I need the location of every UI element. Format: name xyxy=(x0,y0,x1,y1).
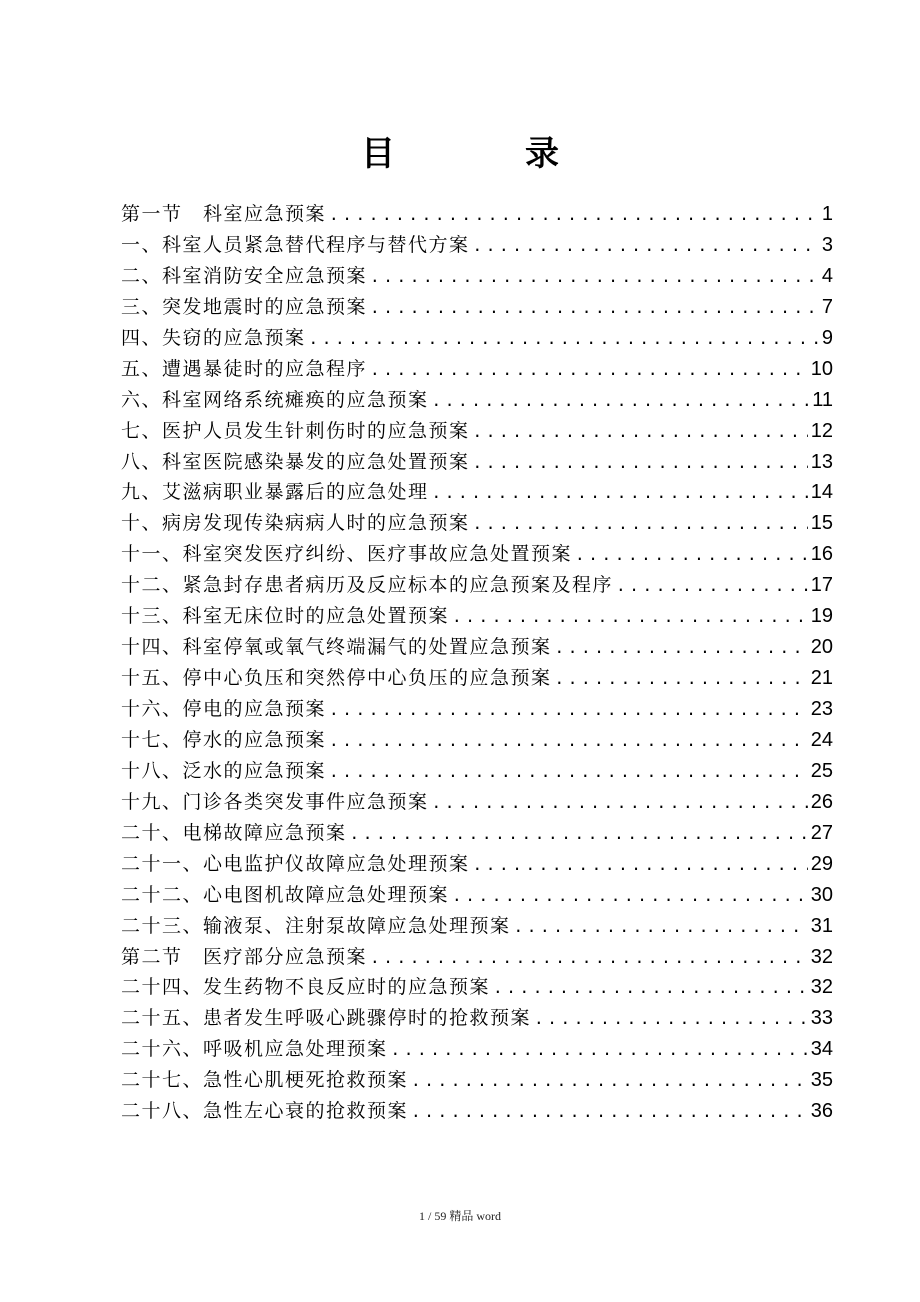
toc-entry-page-number: 13 xyxy=(810,450,833,473)
toc-entry-page-number: 16 xyxy=(810,543,833,566)
toc-dot-leader xyxy=(432,478,808,509)
toc-entry-page-number: 23 xyxy=(810,698,833,720)
toc-entry-page-number: 20 xyxy=(810,636,833,659)
toc-entry[interactable] xyxy=(121,354,833,385)
toc-entry-label: 十三、科室无床位时的应急处置预案 xyxy=(121,605,450,628)
toc-entry[interactable] xyxy=(121,632,833,663)
toc-dot-leader xyxy=(329,726,808,757)
toc-entry-label: 十、病房发现传染病病人时的应急预案 xyxy=(121,512,470,535)
toc-entry-page-number: 33 xyxy=(810,1007,833,1030)
toc-entry-page-number: 26 xyxy=(810,790,833,813)
toc-entry-label: 八、科室医院感染暴发的应急处置预案 xyxy=(121,450,470,473)
page-title: 目 录 xyxy=(361,134,607,174)
toc-entry[interactable] xyxy=(121,818,833,849)
toc-entry[interactable] xyxy=(121,447,833,478)
toc-entry[interactable] xyxy=(121,880,833,911)
toc-entry[interactable] xyxy=(121,199,833,230)
toc-entry[interactable] xyxy=(121,849,833,880)
toc-entry-page-number: 29 xyxy=(810,852,833,875)
toc-dot-leader xyxy=(411,1066,808,1097)
toc-entry-page-number: 34 xyxy=(810,1038,833,1061)
toc-dot-leader xyxy=(473,231,819,262)
toc-entry-label: 二十一、心电监护仪故障应急处理预案 xyxy=(121,852,470,875)
toc-entry-label: 十四、科室停氧或氧气终端漏气的处置应急预案 xyxy=(121,636,552,659)
toc-entry[interactable] xyxy=(121,911,833,942)
table-of-contents xyxy=(121,199,833,1127)
toc-entry-page-number: 21 xyxy=(810,667,833,690)
toc-dot-leader xyxy=(432,386,810,417)
toc-entry-label: 六、科室网络系统瘫痪的应急预案 xyxy=(121,388,429,411)
toc-entry[interactable] xyxy=(121,416,833,447)
toc-dot-leader xyxy=(534,1004,808,1035)
toc-entry[interactable] xyxy=(121,972,833,1003)
toc-dot-leader xyxy=(555,664,808,695)
toc-entry-label: 十六、停电的应急预案 xyxy=(121,698,327,720)
toc-entry-page-number: 11 xyxy=(812,388,833,411)
toc-entry[interactable] xyxy=(121,601,833,632)
toc-entry[interactable] xyxy=(121,1034,833,1065)
toc-entry-page-number: 31 xyxy=(810,914,833,937)
toc-entry-page-number: 30 xyxy=(810,883,833,906)
toc-entry-label: 二、科室消防安全应急预案 xyxy=(121,264,368,287)
toc-dot-leader xyxy=(329,200,819,231)
toc-dot-leader xyxy=(473,509,808,540)
toc-entry-label: 四、失窃的应急预案 xyxy=(121,326,306,349)
toc-entry-label: 一、科室人员紧急替代程序与替代方案 xyxy=(121,233,470,256)
toc-entry-label: 第一节 科室应急预案 xyxy=(121,203,327,225)
toc-entry-page-number: 1 xyxy=(821,203,833,225)
toc-entry[interactable] xyxy=(121,756,833,787)
toc-entry[interactable] xyxy=(121,787,833,818)
toc-entry-label: 十八、泛水的应急预案 xyxy=(121,759,327,782)
toc-entry-label: 二十七、急性心肌梗死抢救预案 xyxy=(121,1069,409,1092)
toc-entry-page-number: 7 xyxy=(821,295,833,318)
toc-entry-label: 二十、电梯故障应急预案 xyxy=(121,821,347,844)
toc-dot-leader xyxy=(329,695,808,726)
toc-dot-leader xyxy=(411,1097,808,1128)
toc-entry-label: 二十二、心电图机故障应急处理预案 xyxy=(121,883,450,906)
toc-entry-page-number: 14 xyxy=(810,481,833,504)
toc-entry-label: 二十六、呼吸机应急处理预案 xyxy=(121,1038,388,1061)
toc-entry-page-number: 32 xyxy=(810,976,833,999)
toc-entry-label: 三、突发地震时的应急预案 xyxy=(121,295,368,318)
toc-entry-page-number: 9 xyxy=(821,326,833,349)
toc-entry-label: 十九、门诊各类突发事件应急预案 xyxy=(121,790,429,813)
toc-entry-page-number: 32 xyxy=(810,945,833,968)
toc-dot-leader xyxy=(452,602,808,633)
page-footer: 1 / 59 精品 word xyxy=(419,1209,501,1223)
toc-entry[interactable] xyxy=(121,725,833,756)
toc-dot-leader xyxy=(391,1035,808,1066)
toc-dot-leader xyxy=(555,633,808,664)
toc-dot-leader xyxy=(575,540,808,571)
toc-entry[interactable] xyxy=(121,323,833,354)
toc-entry-page-number: 24 xyxy=(810,728,833,751)
toc-entry[interactable] xyxy=(121,1003,833,1034)
toc-entry-label: 十七、停水的应急预案 xyxy=(121,728,327,751)
toc-dot-leader xyxy=(452,881,808,912)
toc-entry[interactable] xyxy=(121,292,833,323)
toc-entry-page-number: 12 xyxy=(810,419,833,442)
toc-dot-leader xyxy=(514,912,808,943)
toc-entry[interactable] xyxy=(121,539,833,570)
toc-dot-leader xyxy=(370,262,819,293)
toc-entry-label: 七、医护人员发生针刺伤时的应急预案 xyxy=(121,419,470,442)
toc-entry-label: 第二节 医疗部分应急预案 xyxy=(121,945,368,968)
toc-entry-page-number: 27 xyxy=(810,821,833,844)
toc-entry[interactable] xyxy=(121,477,833,508)
toc-dot-leader xyxy=(473,417,808,448)
toc-entry-label: 十一、科室突发医疗纠纷、医疗事故应急处置预案 xyxy=(121,543,573,566)
toc-dot-leader xyxy=(432,788,808,819)
toc-entry[interactable] xyxy=(121,1096,833,1127)
toc-entry-page-number: 15 xyxy=(810,512,833,535)
toc-dot-leader xyxy=(370,293,819,324)
toc-entry[interactable] xyxy=(121,942,833,973)
toc-entry-page-number: 3 xyxy=(821,233,833,256)
toc-entry[interactable] xyxy=(121,230,833,261)
toc-entry-label: 五、遭遇暴徒时的应急程序 xyxy=(121,357,368,380)
toc-entry-label: 二十八、急性左心衰的抢救预案 xyxy=(121,1100,409,1123)
toc-entry-page-number: 4 xyxy=(821,264,833,287)
toc-entry[interactable] xyxy=(121,1065,833,1096)
toc-entry-page-number: 36 xyxy=(810,1100,833,1123)
toc-entry[interactable] xyxy=(121,663,833,694)
toc-entry[interactable] xyxy=(121,385,833,416)
toc-entry[interactable] xyxy=(121,508,833,539)
toc-entry-page-number: 19 xyxy=(810,605,833,628)
toc-entry-label: 二十三、输液泵、注射泵故障应急处理预案 xyxy=(121,914,511,937)
toc-dot-leader xyxy=(350,819,808,850)
toc-entry-label: 二十五、患者发生呼吸心跳骤停时的抢救预案 xyxy=(121,1007,532,1030)
toc-entry[interactable] xyxy=(121,694,833,725)
toc-dot-leader xyxy=(473,850,808,881)
toc-dot-leader xyxy=(493,973,808,1004)
toc-entry-page-number: 35 xyxy=(810,1069,833,1092)
toc-entry-page-number: 17 xyxy=(810,574,833,597)
toc-dot-leader xyxy=(329,757,808,788)
toc-dot-leader xyxy=(309,324,819,355)
toc-entry-page-number: 25 xyxy=(810,759,833,782)
toc-dot-leader xyxy=(616,571,808,602)
toc-dot-leader xyxy=(370,943,808,974)
toc-entry-page-number: 10 xyxy=(810,357,833,380)
toc-entry-label: 二十四、发生药物不良反应时的应急预案 xyxy=(121,976,491,999)
toc-entry-label: 十二、紧急封存患者病历及反应标本的应急预案及程序 xyxy=(121,574,614,597)
toc-dot-leader xyxy=(370,355,808,386)
toc-entry-label: 九、艾滋病职业暴露后的应急处理 xyxy=(121,481,429,504)
toc-entry-label: 十五、停中心负压和突然停中心负压的应急预案 xyxy=(121,667,552,690)
toc-entry[interactable] xyxy=(121,570,833,601)
toc-entry[interactable] xyxy=(121,261,833,292)
toc-dot-leader xyxy=(473,448,808,479)
